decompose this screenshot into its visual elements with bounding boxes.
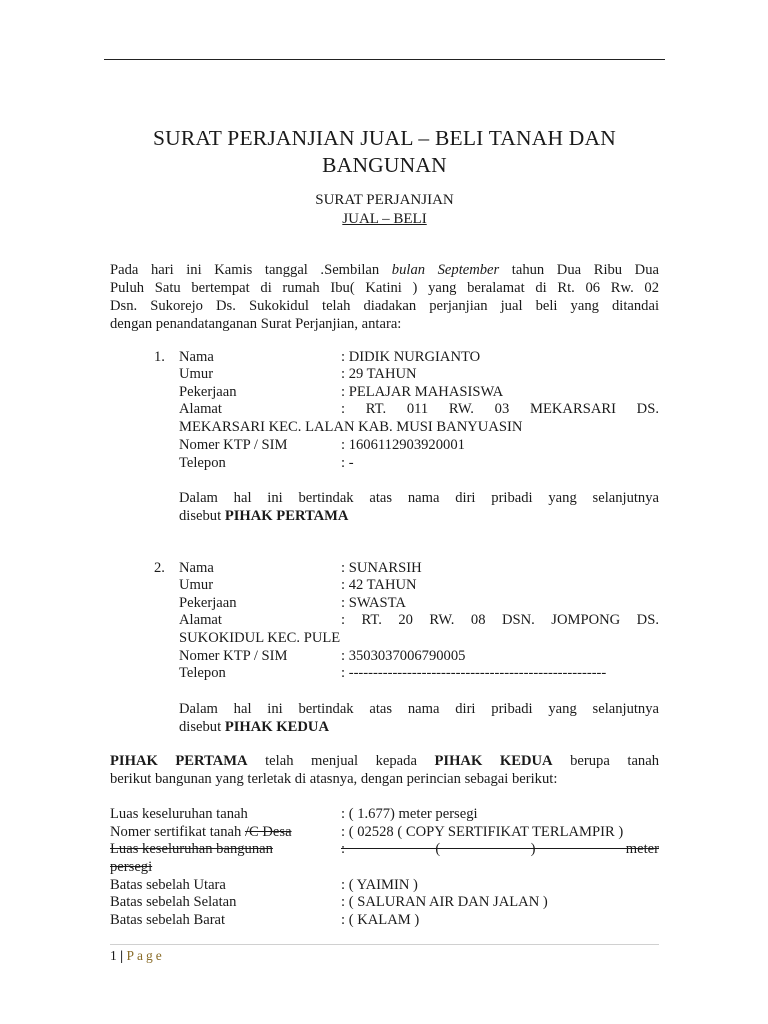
- sertifikat-label: [110, 824, 292, 842]
- page-word: Page: [126, 948, 165, 963]
- sale-pihak-kedua: PIHAK KEDUA: [434, 753, 553, 769]
- party1-pekerjaan-value: : PELAJAR MAHASISWA: [341, 384, 504, 400]
- batas-utara-value: : ( YAIMIN ): [341, 877, 418, 893]
- party1-alamat-label: Alamat: [179, 401, 222, 417]
- sale-line-1: [110, 753, 659, 771]
- party2-telepon-value: : -----------------------------------------------------: [341, 665, 607, 681]
- page-number: 1: [110, 948, 117, 963]
- intro-line-2: Puluh Satu bertempat di rumah Ibu( Katini ) yang beralamat di Rt. 06 Rw. 02: [110, 280, 659, 296]
- party1-ktp-value: : 1606112903920001: [341, 437, 465, 453]
- intro-text-italic: bulan September: [391, 262, 500, 278]
- party1-statement-line2: [179, 508, 348, 526]
- batas-barat-value: : ( KALAM ): [341, 912, 420, 928]
- page-separator: |: [116, 948, 127, 963]
- batas-selatan-value: : ( SALURAN AIR DAN JALAN ): [341, 894, 548, 910]
- party2-telepon-label: Telepon: [179, 665, 226, 681]
- party1-statement-line1: Dalam hal ini bertindak atas nama diri pribadi yang selanjutnya: [179, 490, 659, 506]
- party2-alamat-label: Alamat: [179, 612, 222, 628]
- party1-alamat-value: : RT. 011 RW. 03 MEKARSARI DS.: [341, 401, 659, 417]
- party2-pekerjaan-value: : SWASTA: [341, 595, 406, 611]
- party1-pekerjaan-label: Pekerjaan: [179, 384, 237, 400]
- header-rule: [104, 59, 665, 60]
- sertifikat-value: : ( 02528 ( COPY SERTIFIKAT TERLAMPIR ): [341, 824, 624, 840]
- footer-rule: [110, 944, 659, 945]
- party2-statement-prefix: disebut: [179, 719, 225, 735]
- party2-number: 2.: [154, 560, 165, 576]
- luas-bangunan-value-cont: persegi: [110, 859, 153, 875]
- sale-text-tail: berupa tanah: [552, 753, 659, 769]
- intro-text-c: tahun Dua Ribu Dua: [499, 262, 659, 278]
- party1-ktp-label: Nomer KTP / SIM: [179, 437, 288, 453]
- party2-nama-value: : SUNARSIH: [341, 560, 422, 576]
- batas-selatan-label: Batas sebelah Selatan: [110, 894, 237, 910]
- page-footer: [110, 947, 165, 964]
- title-line-2: BANGUNAN: [322, 153, 447, 177]
- batas-utara-label: Batas sebelah Utara: [110, 877, 226, 893]
- intro-line-3: Dsn. Sukorejo Ds. Sukokidul telah diadakan perjanjian jual beli yang ditandai: [110, 298, 659, 314]
- subtitle-line-1: SURAT PERJANJIAN: [315, 192, 454, 208]
- party2-umur-label: Umur: [179, 577, 214, 593]
- party2-alamat-value: : RT. 20 RW. 08 DSN. JOMPONG DS.: [341, 612, 659, 628]
- party1-telepon-value: : -: [341, 455, 354, 471]
- party1-nama-label: Nama: [179, 349, 214, 365]
- sale-pihak-pertama: PIHAK PERTAMA: [110, 753, 248, 769]
- title-line-1: SURAT PERJANJIAN JUAL – BELI TANAH DAN: [153, 126, 616, 150]
- luas-bangunan-label: Luas keseluruhan bangunan: [110, 841, 273, 857]
- party2-statement-line1: Dalam hal ini bertindak atas nama diri pribadi yang selanjutnya: [179, 701, 659, 717]
- sertifikat-label-struck: /C Desa: [244, 824, 292, 840]
- intro-line-1: [110, 262, 659, 280]
- party1-number: 1.: [154, 349, 165, 365]
- party2-nama-label: Nama: [179, 560, 214, 576]
- sertifikat-label-text: Nomer sertifikat tanah: [110, 824, 245, 840]
- document-title: [104, 125, 665, 179]
- sale-text-mid: telah menjual kepada: [247, 753, 435, 769]
- party1-role: PIHAK PERTAMA: [224, 508, 349, 524]
- batas-barat-label: Batas sebelah Barat: [110, 912, 226, 928]
- luas-bangunan-value: : ( ) meter: [341, 841, 659, 857]
- party1-nama-value: : DIDIK NURGIANTO: [341, 349, 481, 365]
- party1-statement-prefix: disebut: [179, 508, 225, 524]
- party1-umur-value: : 29 TAHUN: [341, 366, 417, 382]
- document-subtitle: [104, 191, 665, 229]
- party1-alamat-value-cont: MEKARSARI KEC. LALAN KAB. MUSI BANYUASIN: [179, 419, 523, 435]
- party1-telepon-label: Telepon: [179, 455, 226, 471]
- luas-tanah-label: Luas keseluruhan tanah: [110, 806, 248, 822]
- party2-umur-value: : 42 TAHUN: [341, 577, 417, 593]
- party2-ktp-value: : 3503037006790005: [341, 648, 466, 664]
- sale-line-2: berikut bangunan yang terletak di atasnya, dengan perincian sebagai berikut:: [110, 771, 558, 787]
- subtitle-line-2: JUAL – BELI: [342, 211, 427, 227]
- intro-line-4: dengan penandatanganan Surat Perjanjian, antara:: [110, 316, 402, 332]
- intro-text-a: Pada hari ini Kamis tanggal .Sembilan: [110, 262, 392, 278]
- luas-tanah-value: : ( 1.677) meter persegi: [341, 806, 478, 822]
- party2-role: PIHAK KEDUA: [224, 719, 329, 735]
- party1-umur-label: Umur: [179, 366, 214, 382]
- party2-pekerjaan-label: Pekerjaan: [179, 595, 237, 611]
- party2-ktp-label: Nomer KTP / SIM: [179, 648, 288, 664]
- party2-alamat-value-cont: SUKOKIDUL KEC. PULE: [179, 630, 341, 646]
- party2-statement-line2: [179, 719, 329, 737]
